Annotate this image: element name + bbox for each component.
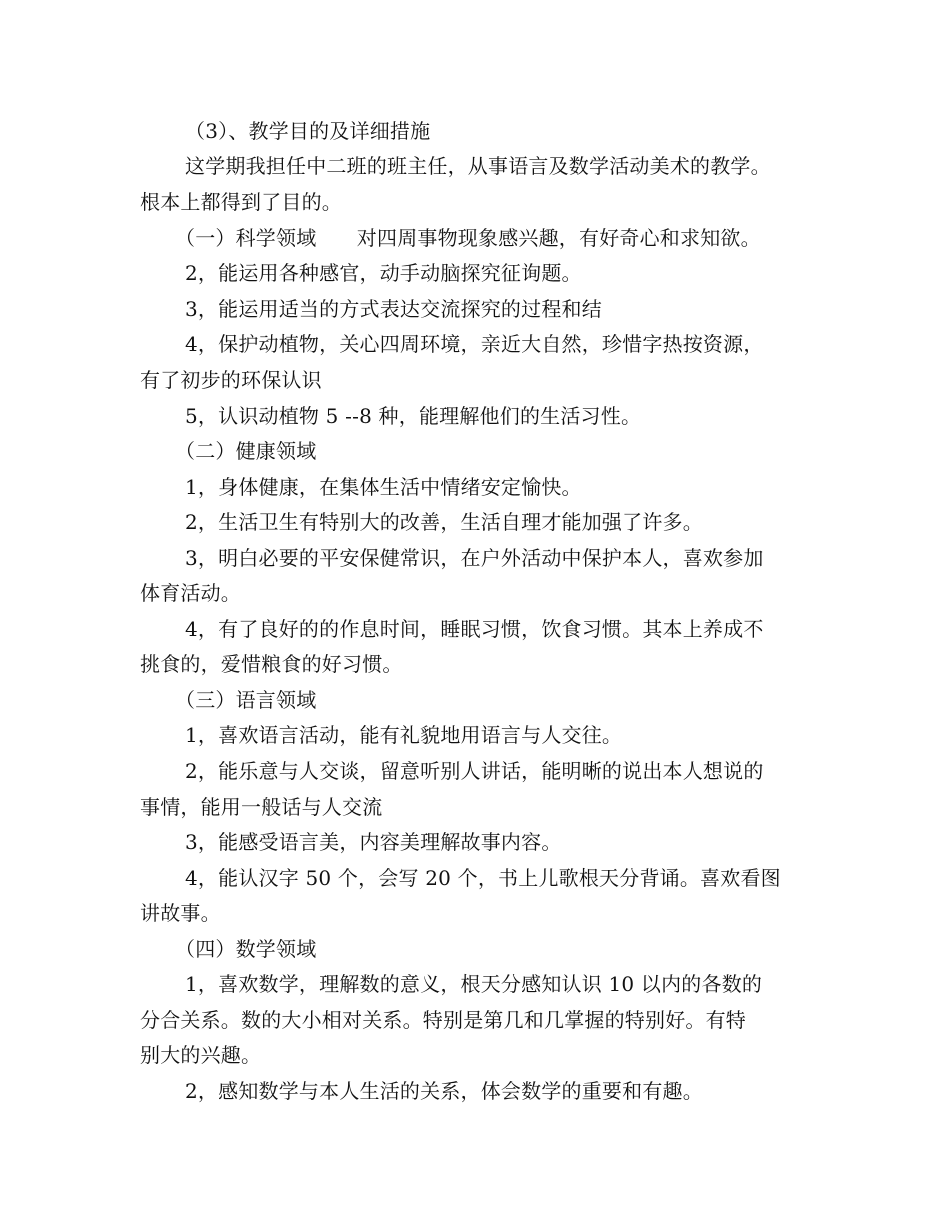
list-item-continuation: 讲故事。 <box>140 901 221 925</box>
list-item: 2，生活卫生有特别大的改善，生活自理才能加强了许多。 <box>185 510 703 534</box>
list-item: 2，能运用各种感官，动手动脑探究征询题。 <box>185 261 582 285</box>
list-item-continuation: 挑食的，爱惜粮食的好习惯。 <box>140 652 403 676</box>
list-item: 2，能乐意与人交谈，留意听别人讲话，能明晰的说出本人想说的 <box>185 759 764 783</box>
list-item: 1，喜欢数学，理解数的意义，根天分感知认识 10 以内的各数的 <box>185 972 763 996</box>
list-item-continuation: 别大的兴趣。 <box>140 1043 262 1067</box>
list-item: 1，喜欢语言活动，能有礼貌地用语言与人交往。 <box>185 723 623 747</box>
list-item: 4，能认汉字 50 个，会写 20 个，书上儿歌根天分背诵。喜欢看图 <box>185 866 781 890</box>
list-item-continuation: 有了初步的环保认识 <box>140 368 322 392</box>
list-item-continuation: 事情，能用一般话与人交流 <box>140 795 383 819</box>
list-item: 4，有了良好的的作息时间，睡眠习惯，饮食习惯。其本上养成不 <box>185 617 764 641</box>
list-item: 4，保护动植物，关心四周环境，亲近大自然，珍惜字热按资源， <box>185 332 764 356</box>
list-item: 5，认识动植物 5 --8 种，能理解他们的生活习性。 <box>185 404 642 428</box>
section-heading: （3）、教学目的及详细措施 <box>185 119 431 143</box>
list-item: 2，感知数学与本人生活的关系，体会数学的重要和有趣。 <box>185 1079 703 1103</box>
list-item: 3，能运用适当的方式表达交流探究的过程和结 <box>185 297 602 321</box>
subheading-science: （一）科学领域 对四周事物现象感兴趣，有好奇心和求知欲。 <box>175 226 761 250</box>
paragraph-line: 这学期我担任中二班的班主任，从事语言及数学活动美术的教学。 <box>185 154 771 178</box>
list-item: 1，身体健康，在集体生活中情绪安定愉快。 <box>185 475 582 499</box>
list-item: 3，能感受语言美，内容美理解故事内容。 <box>185 830 562 854</box>
subheading-language: （三）语言领域 <box>175 688 317 712</box>
subheading-math: （四）数学领域 <box>175 937 317 961</box>
list-item: 3，明白必要的平安保健常识，在户外活动中保护本人，喜欢参加 <box>185 546 764 570</box>
paragraph-line: 根本上都得到了目的。 <box>140 190 342 214</box>
list-item-continuation: 分合关系。数的大小相对关系。特别是第几和几掌握的特别好。有特 <box>140 1008 746 1032</box>
subheading-health: （二）健康领域 <box>175 439 317 463</box>
list-item-continuation: 体育活动。 <box>140 581 241 605</box>
